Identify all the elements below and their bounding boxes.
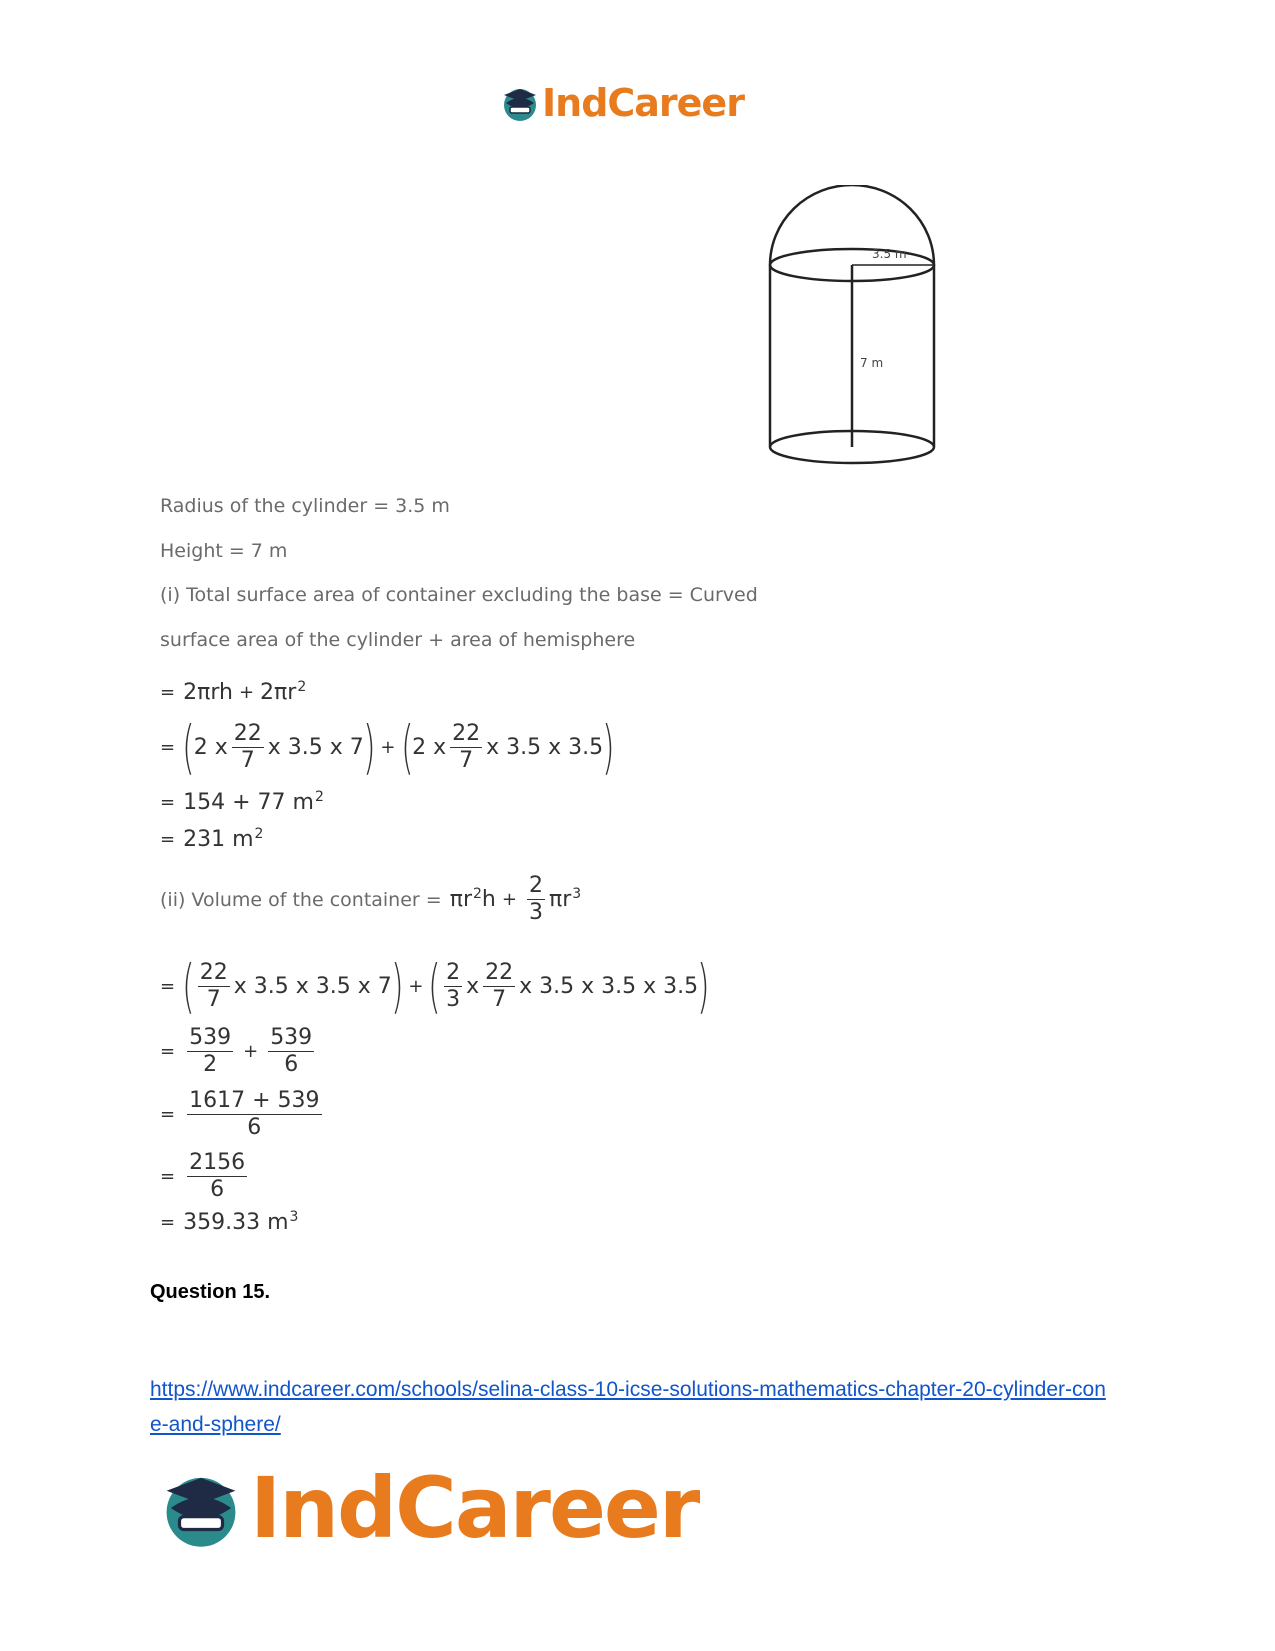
volume-step-4: = $\frac{2156}{6}$ [160,1150,246,1202]
logo-text: IndCareer [542,81,744,125]
part1-text-line1: (i) Total surface area of container excluding the base = Curved [160,584,758,606]
math-step-1: = 2πrh + 2πr 2 [160,678,307,705]
source-link[interactable]: https://www.indcareer.com/schools/selina-class-10-icse-solutions-mathematics-chapter-20-cylinder-cone-and-sphere/ [150,1378,1106,1436]
math-step-2: = ( 2 x $\frac{22}{7}$ x 3.5 x 7 ) + ( 2 x $\frac{22}{7}$ x 3.5 x 3.5 ) [160,713,615,781]
part1-text-line2: surface area of the cylinder + area of hemisphere [160,629,636,651]
math-step-4: = 231 m 2 [160,825,264,852]
height-text: Height = 7 m [160,540,288,562]
radius-label: 3.5 m [872,247,907,261]
header-logo [500,78,744,128]
volume-step-3: = $\frac{1617 + 539}{6}$ [160,1088,320,1140]
graduation-cap-icon [500,83,540,123]
math-step-3: = 154 + 77 m 2 [160,788,324,815]
volume-step-1: = ( $\frac{22}{7}$ x 3.5 x 3.5 x 7 ) + ( $\frac{2}{3}$ x $\frac{22}{7}$ x 3.5 x 3.5 x 3.5 ) [160,952,710,1020]
logo-text: IndCareer [250,1459,699,1557]
radius-text: Radius of the cylinder = 3.5 m [160,495,450,517]
cylinder-hemisphere-diagram [760,185,940,475]
height-label: 7 m [860,356,884,370]
graduation-cap-icon [158,1465,244,1551]
question-heading: Question 15. [150,1281,271,1303]
volume-step-5: = 359.33 m 3 [160,1208,299,1235]
footer-logo [158,1459,699,1557]
volume-step-2: = $\frac{539}{2}$ + $\frac{539}{6}$ [160,1025,313,1077]
volume-formula: (ii) Volume of the container = πr 2 h + $\frac{2}{3}$ πr 3 [160,873,582,925]
